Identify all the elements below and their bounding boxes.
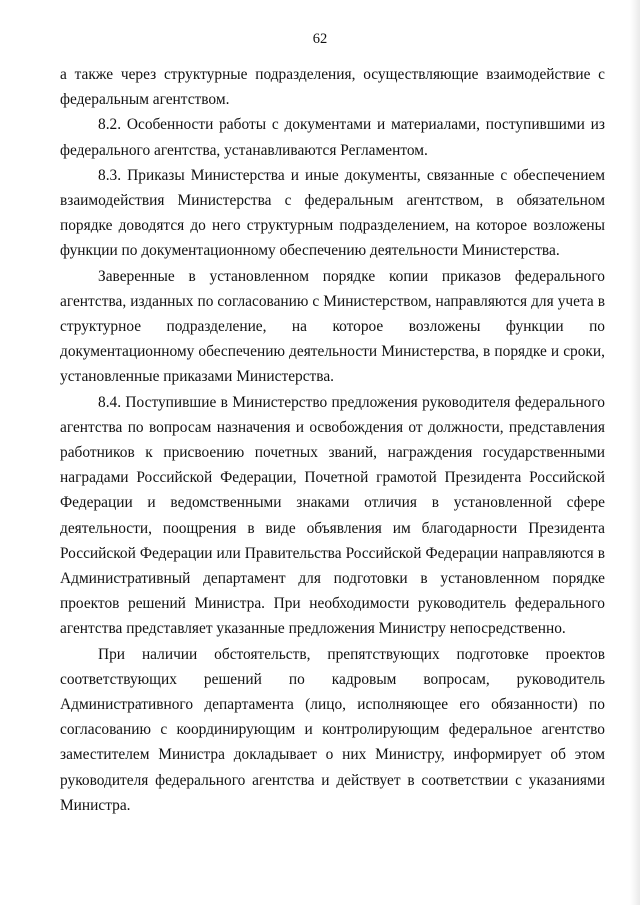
document-body — [60, 62, 605, 818]
paragraph-circumstances: При наличии обстоятельств, препятствующих подготовке проектов соответствующих решений по кадровым вопросам, руководитель Административного департамента (лицо, исполняющее его обязанности) по согласованию с координирующим и контролирующим федеральное агентство заместителем Министра докладывает о них Министру, информирует об этом руководителя федерального агентства и действует в соответствии с указаниями Министра. — [60, 645, 605, 814]
page-edge-shadow — [630, 0, 640, 905]
paragraph-8-3: 8.3. Приказы Министерства и иные документы, связанные с обеспечением взаимодействия Министерства с федеральным агентством, в обязательном порядке доводятся до него структурным подразделением, на которое возложены функции по документационному обеспечению деятельности Министерства. — [60, 166, 605, 260]
paragraph-continuation: а также через структурные подразделения, осуществляющие взаимодействие с федеральным агентством. — [60, 66, 605, 109]
paragraph-8-2: 8.2. Особенности работы с документами и материалами, поступившими из федерального агентства, устанавливаются Регламентом. — [60, 116, 605, 159]
page-number: 62 — [312, 31, 328, 47]
paragraph-8-4: 8.4. Поступившие в Министерство предложения руководителя федерального агентства по вопросам назначения и освобождения от должности, представления работников к присвоению почетных званий, награждения государственными наградами Российской Федерации, Почетной грамотой Президента Российской Федерации и ведомственными знаками отличия в установленной сфере деятельности, поощрения в виде объявления им благодарности Президента Российской Федерации или Правительства Российской Федерации направляются в Административный департамент для подготовки в установленном порядке проектов решений Министра. При необходимости руководитель федерального агентства представляет указанные предложения Министру непосредственно. — [60, 393, 605, 638]
paragraph-certified-copies: Заверенные в установленном порядке копии приказов федерального агентства, изданных по согласованию с Министерством, направляются для учета в структурное подразделение, на которое возложены функции по документационному обеспечению деятельности Министерства, в порядке и сроки, установленные приказами Министерства. — [60, 267, 605, 386]
